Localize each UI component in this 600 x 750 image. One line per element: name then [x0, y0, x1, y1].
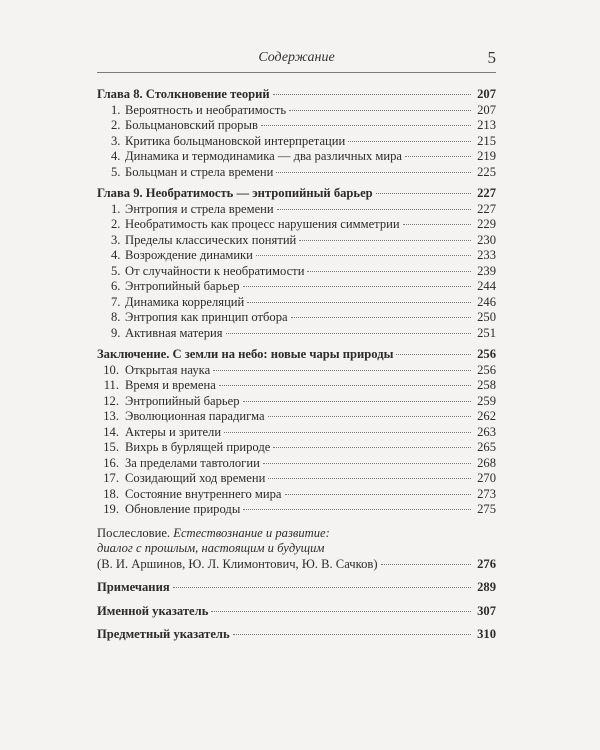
toc-entry-title: Открытая наука — [125, 362, 211, 377]
toc-section-number: 12. — [103, 393, 119, 408]
toc-entry-title: Предметный указатель — [97, 627, 230, 641]
toc-section-number: 11. — [103, 378, 119, 392]
toc-entry-title: Динамика корреляций — [125, 294, 245, 309]
toc-section-entry[interactable] — [97, 310, 496, 326]
toc-section-entry[interactable] — [97, 165, 496, 181]
dot-leader — [403, 224, 471, 225]
dot-leader — [233, 634, 471, 635]
dot-leader — [261, 125, 471, 126]
toc-entry-title: Примечания — [97, 580, 170, 594]
toc-entry-page: 275 — [477, 502, 496, 516]
dot-leader — [211, 611, 471, 612]
toc-entry-page: 230 — [477, 232, 496, 247]
toc-entry-page: 239 — [477, 263, 496, 278]
toc-entry-page: 227 — [477, 201, 496, 216]
toc-entry-page: 251 — [477, 325, 496, 340]
toc-entry-title: Эволюционная парадигма — [125, 409, 265, 423]
toc-entry-page: 225 — [477, 164, 496, 179]
toc-subject-index[interactable] — [97, 627, 496, 643]
spacer — [97, 572, 496, 580]
dot-leader — [405, 156, 471, 157]
toc-entry-page: 265 — [477, 440, 496, 454]
toc-entry-page: 250 — [477, 310, 496, 324]
dot-leader — [268, 478, 471, 479]
toc-entry-page: 215 — [477, 133, 496, 148]
running-title: Содержание — [258, 50, 335, 65]
toc-section-entry[interactable] — [97, 363, 496, 379]
toc-entry-title: Пределы классических понятий — [125, 232, 297, 247]
toc-section-entry[interactable] — [97, 409, 496, 425]
toc-entry-title: Критика больцмановской интерпретации — [125, 133, 346, 148]
toc-entry-title: Вероятность и необратимость — [125, 102, 287, 117]
toc-section-number: 15. — [103, 440, 119, 454]
toc-entry-title: Больцмановский прорыв — [125, 118, 258, 132]
toc-entry-page: 307 — [477, 603, 496, 618]
chapter-9-sections — [97, 202, 496, 342]
toc-entry-title: Именной указатель — [97, 603, 209, 618]
toc-entry-page: 256 — [477, 347, 496, 361]
dot-leader — [348, 141, 471, 142]
dot-leader — [243, 286, 471, 287]
toc-entry-page: 263 — [477, 424, 496, 439]
dot-leader — [273, 447, 471, 448]
toc-section-entry[interactable] — [97, 248, 496, 264]
toc-section-number: 13. — [103, 409, 119, 423]
toc-entry-page: 270 — [477, 471, 496, 485]
dot-leader — [381, 564, 471, 565]
dot-leader — [219, 385, 471, 386]
conclusion-sections — [97, 363, 496, 518]
toc-entry-title: За пределами тавтологии — [125, 455, 260, 470]
toc-section-number: 5. — [111, 164, 121, 179]
dot-leader — [224, 432, 471, 433]
toc-entry-title: Энтропийный барьер — [125, 393, 240, 408]
toc-entry-title: Состояние внутреннего мира — [125, 486, 282, 501]
toc-entry-title: Глава 9. Необратимость — энтропийный барьер — [97, 186, 373, 200]
dot-leader — [268, 416, 471, 417]
toc-entry-page: 246 — [477, 294, 496, 309]
afterword-authors: (В. И. Аршинов, Ю. Л. Климонтович, Ю. В. Сачков) — [97, 556, 378, 571]
toc-section-entry[interactable] — [97, 487, 496, 503]
dot-leader — [276, 172, 471, 173]
toc-chapter-8[interactable] — [97, 87, 496, 103]
toc-notes[interactable] — [97, 580, 496, 596]
toc-entry-page: 289 — [477, 580, 496, 594]
toc-afterword[interactable] — [97, 526, 496, 573]
toc-section-number: 10. — [103, 362, 119, 377]
page-number: 5 — [487, 48, 496, 67]
dot-leader — [213, 370, 471, 371]
toc-section-number: 2. — [111, 118, 121, 132]
toc-entry-title: Необратимость как процесс нарушения симметрии — [125, 217, 400, 231]
toc-section-entry[interactable] — [97, 134, 496, 150]
toc-entry-title: Больцман и стрела времени — [125, 164, 274, 179]
dot-leader — [285, 494, 472, 495]
toc-entry-page: 244 — [477, 279, 496, 293]
toc-section-number: 17. — [103, 471, 119, 485]
page-header — [97, 48, 496, 70]
toc-section-number: 16. — [103, 455, 119, 470]
toc-section-entry[interactable] — [97, 264, 496, 280]
toc-section-number: 19. — [103, 502, 119, 516]
toc-entry-page: 276 — [477, 556, 496, 571]
toc-entry-page: 229 — [477, 217, 496, 231]
toc-chapter-9[interactable] — [97, 186, 496, 202]
chapter-8-sections — [97, 103, 496, 181]
toc-section-entry[interactable] — [97, 456, 496, 472]
toc-section-entry[interactable] — [97, 118, 496, 134]
afterword-title-line1: Естествознание и развитие: — [173, 525, 330, 540]
toc-entry-title: Возрождение динамики — [125, 248, 253, 262]
dot-leader — [273, 94, 471, 95]
toc-entry-title: Время и времена — [125, 378, 216, 392]
toc-entry-page: 233 — [477, 248, 496, 262]
dot-leader — [307, 271, 471, 272]
spacer — [97, 518, 496, 526]
dot-leader — [289, 110, 471, 111]
dot-leader — [226, 333, 471, 334]
dot-leader — [243, 401, 471, 402]
dot-leader — [299, 240, 471, 241]
toc-section-number: 2. — [111, 217, 121, 231]
toc-section-entry[interactable] — [97, 233, 496, 249]
dot-leader — [376, 193, 471, 194]
toc-section-entry[interactable] — [97, 440, 496, 456]
spacer — [97, 596, 496, 604]
toc-entry-title: Созидающий ход времени — [125, 471, 266, 485]
toc-entry-page: 273 — [477, 486, 496, 501]
toc-section-entry[interactable] — [97, 149, 496, 165]
header-rule — [97, 72, 496, 73]
toc-entry-title: Динамика и термодинамика — два различных мира — [125, 149, 403, 163]
toc-section-entry[interactable] — [97, 394, 496, 410]
toc-section-number: 6. — [111, 279, 121, 293]
toc-section-entry[interactable] — [97, 326, 496, 342]
afterword-prefix: Послесловие. — [97, 525, 171, 540]
toc-entry-page: 262 — [477, 409, 496, 423]
toc-section-entry[interactable] — [97, 295, 496, 311]
toc-entry-page: 256 — [477, 362, 496, 377]
toc-entry-title: Заключение. С земли на небо: новые чары природы — [97, 347, 394, 361]
dot-leader — [173, 587, 471, 588]
toc-section-entry[interactable] — [97, 202, 496, 218]
toc-section-number: 18. — [103, 486, 119, 501]
toc-section-entry[interactable] — [97, 502, 496, 518]
toc-entry-title: Вихрь в бурлящей природе — [125, 440, 271, 454]
toc-entry-page: 259 — [477, 393, 496, 408]
toc-entry-page: 310 — [477, 627, 496, 641]
toc-section-number: 1. — [111, 102, 121, 117]
toc-section-entry[interactable] — [97, 378, 496, 394]
toc-entry-page: 227 — [477, 186, 496, 200]
dot-leader — [243, 509, 471, 510]
toc-section-number: 3. — [111, 232, 121, 247]
toc-entry-title: Энтропия как принцип отбора — [125, 310, 288, 324]
toc-section-entry[interactable] — [97, 279, 496, 295]
dot-leader — [256, 255, 471, 256]
toc-entry-title: Активная материя — [125, 325, 223, 340]
toc-section-number: 14. — [103, 424, 119, 439]
toc-entry-title: Энтропийный барьер — [125, 279, 240, 293]
dot-leader — [263, 463, 471, 464]
toc-conclusion[interactable] — [97, 347, 496, 363]
toc-entry-page: 207 — [477, 87, 496, 101]
toc-section-number: 7. — [111, 294, 121, 309]
spacer — [97, 619, 496, 627]
toc-section-number: 8. — [111, 310, 121, 324]
dot-leader — [291, 317, 471, 318]
toc-section-number: 4. — [111, 248, 121, 262]
toc-entry-title: Обновление природы — [125, 502, 241, 516]
toc-section-number: 9. — [111, 325, 121, 340]
afterword-title-line2: диалог с прошлым, настоящим и будущим — [97, 541, 325, 555]
toc-section-number: 1. — [111, 201, 121, 216]
toc-entry-title: Энтропия и стрела времени — [125, 201, 274, 216]
dot-leader — [247, 302, 471, 303]
toc-section-entry[interactable] — [97, 217, 496, 233]
dot-leader — [277, 209, 471, 210]
toc-section-number: 4. — [111, 149, 121, 163]
toc-entry-title: Актеры и зрители — [125, 424, 222, 439]
toc-entry-page: 213 — [477, 118, 496, 132]
dot-leader — [396, 354, 471, 355]
toc-entry-page: 258 — [477, 378, 496, 392]
toc-section-number: 3. — [111, 133, 121, 148]
toc-entry-page: 268 — [477, 455, 496, 470]
toc-name-index[interactable] — [97, 604, 496, 620]
toc-entry-page: 207 — [477, 102, 496, 117]
toc-entry-title: Глава 8. Столкновение теорий — [97, 87, 270, 101]
toc-section-entry[interactable] — [97, 103, 496, 119]
toc-section-entry[interactable] — [97, 471, 496, 487]
toc-section-entry[interactable] — [97, 425, 496, 441]
toc-entry-page: 219 — [477, 149, 496, 163]
toc-section-number: 5. — [111, 263, 121, 278]
table-of-contents — [97, 87, 496, 643]
toc-entry-title: От случайности к необратимости — [125, 263, 305, 278]
